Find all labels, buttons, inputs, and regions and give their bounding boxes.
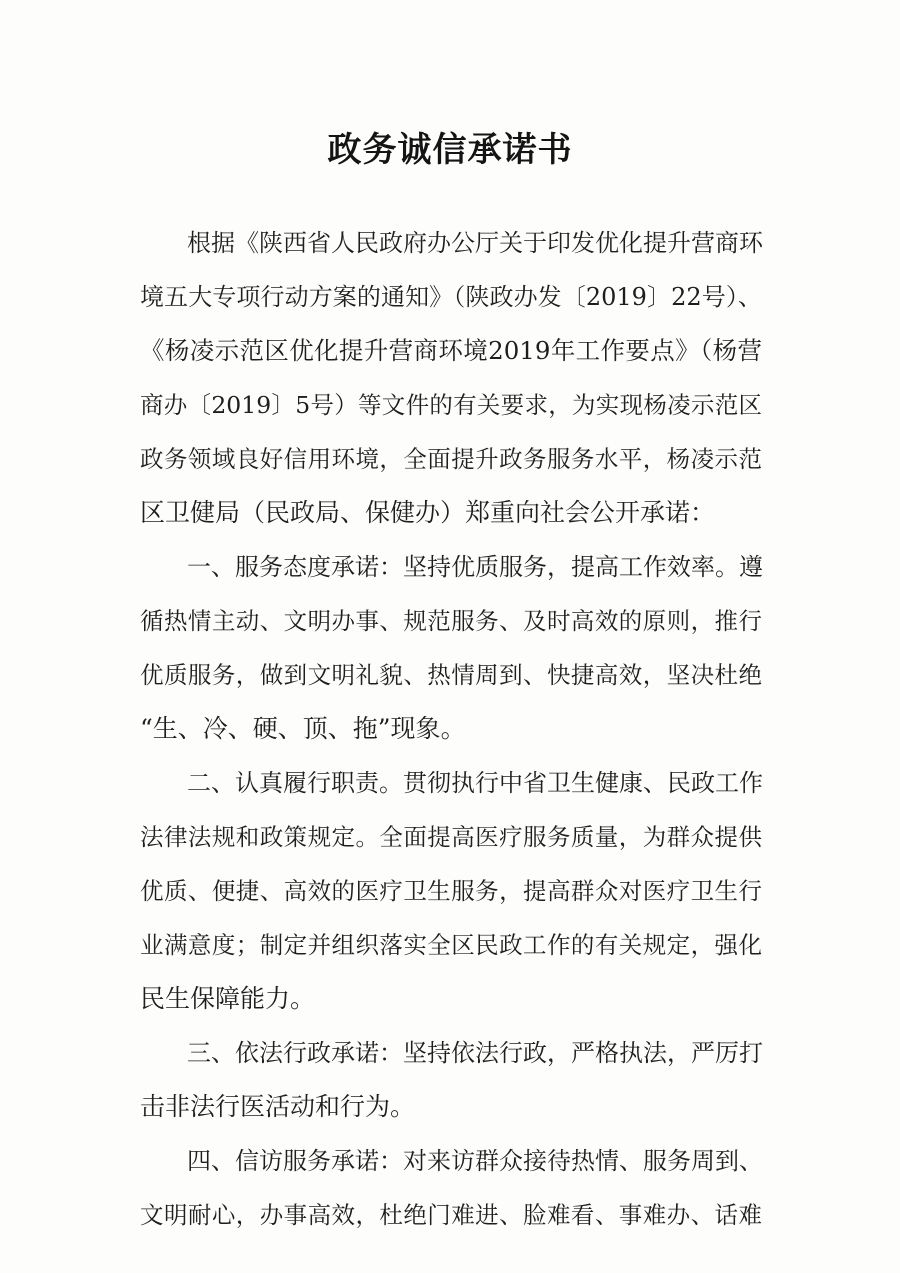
- paragraph-line: 一、服务态度承诺：坚持优质服务，提高工作效率。遵: [187, 553, 763, 581]
- paragraph-line: 根据《陕西省人民政府办公厅关于印发优化提升营商环: [187, 229, 763, 257]
- paragraph-line: 业满意度；制定并组织落实全区民政工作的有关规定，强化: [140, 931, 762, 959]
- paragraph-line: 境五大专项行动方案的通知》（陕政办发〔2019〕22号）、: [140, 283, 762, 311]
- paragraph-line: 优质服务，做到文明礼貌、热情周到、快捷高效，坚决杜绝: [140, 661, 762, 689]
- paragraph-line: 文明耐心，办事高效，杜绝门难进、脸难看、事难办、话难: [140, 1201, 762, 1229]
- paragraph-line: 《杨凌示范区优化提升营商环境2019年工作要点》（杨营: [140, 336, 762, 365]
- paragraph-line: 二、认真履行职责。贯彻执行中省卫生健康、民政工作: [187, 769, 763, 797]
- paragraph-line: 优质、便捷、高效的医疗卫生服务，提高群众对医疗卫生行: [140, 877, 762, 905]
- paragraph-line: 民生保障能力。: [140, 984, 316, 1013]
- paragraph-line: “生、冷、硬、顶、拖”现象。: [140, 714, 466, 743]
- paragraph-line: 三、依法行政承诺：坚持依法行政，严格执法，严厉打: [187, 1039, 763, 1067]
- paragraph-line: 循热情主动、文明办事、规范服务、及时高效的原则，推行: [140, 607, 762, 635]
- paragraph-line: 政务领域良好信用环境，全面提升政务服务水平，杨凌示范: [140, 445, 762, 473]
- paragraph-line: 击非法行医活动和行为。: [140, 1092, 416, 1121]
- paragraph-line: 区卫健局（民政局、保健办）郑重向社会公开承诺：: [140, 498, 716, 527]
- paragraph-line: 商办〔2019〕5号）等文件的有关要求，为实现杨凌示范区: [140, 391, 762, 419]
- paragraph-line: 四、信访服务承诺：对来访群众接待热情、服务周到、: [187, 1147, 763, 1175]
- document-title: 政务诚信承诺书: [327, 130, 573, 170]
- paragraph-line: 法律法规和政策规定。全面提高医疗服务质量，为群众提供: [140, 823, 762, 851]
